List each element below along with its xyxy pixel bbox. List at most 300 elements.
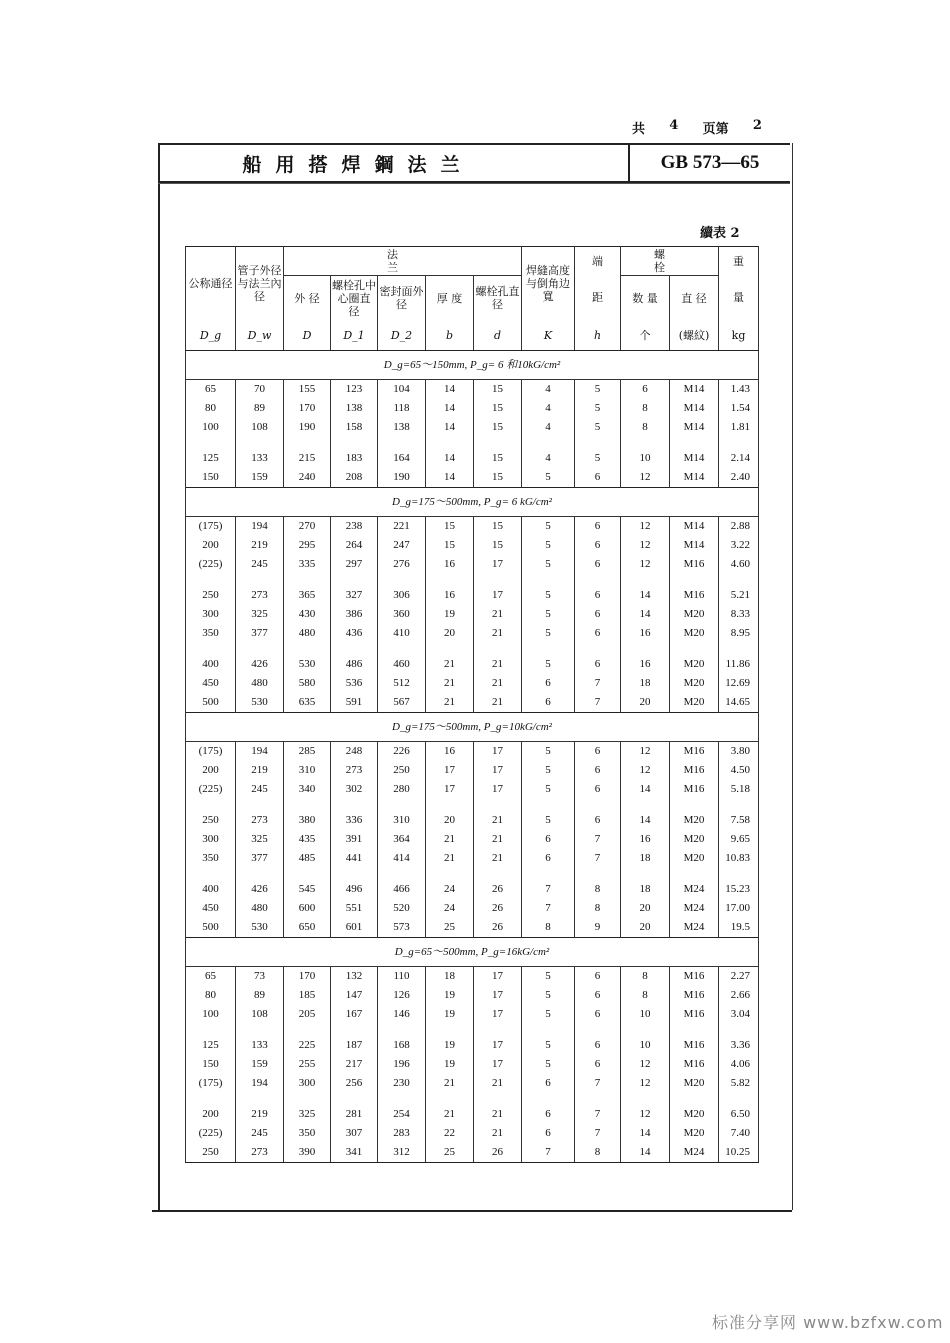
spacer-cell (186, 437, 236, 449)
table-cell: 20 (621, 693, 670, 713)
table-cell: 19 (426, 1005, 474, 1024)
table-cell: 15 (474, 418, 522, 437)
table-cell: 5 (575, 380, 621, 400)
table-cell: 460 (378, 655, 426, 674)
table-cell: 12 (621, 555, 670, 574)
spacer-cell (575, 437, 621, 449)
table-cell: 108 (236, 1005, 284, 1024)
table-cell: 138 (378, 418, 426, 437)
spacer-cell (236, 574, 284, 586)
table-cell: M20 (670, 830, 719, 849)
table-cell: 200 (186, 1105, 236, 1124)
table-cell: 2.40 (719, 468, 759, 488)
table-row (186, 899, 759, 918)
table-cell: 5 (522, 655, 575, 674)
table-cell: 5 (522, 555, 575, 574)
table-cell: 6 (575, 761, 621, 780)
col-group-bolt: 螺 栓 (621, 247, 719, 276)
table-cell: M14 (670, 418, 719, 437)
header-sub-rule (158, 183, 790, 184)
table-cell: 14.65 (719, 693, 759, 713)
page-total: 4 (669, 118, 679, 133)
table-cell: 16 (621, 624, 670, 643)
table-cell: 10 (621, 449, 670, 468)
table-cell: 6 (522, 1124, 575, 1143)
table-cell: 435 (284, 830, 331, 849)
spacer-cell (474, 1093, 522, 1105)
table-cell: 70 (236, 380, 284, 400)
table-cell: 5 (522, 1005, 575, 1024)
table-cell: 273 (331, 761, 378, 780)
table-cell: 159 (236, 468, 284, 488)
table-cell: 4 (522, 380, 575, 400)
table-cell: 118 (378, 399, 426, 418)
table-cell: 80 (186, 399, 236, 418)
table-cell: 6 (575, 624, 621, 643)
table-row (186, 605, 759, 624)
table-cell: 601 (331, 918, 378, 938)
table-row (186, 674, 759, 693)
table-row (186, 380, 759, 400)
table-row (186, 1055, 759, 1074)
table-cell: 21 (426, 830, 474, 849)
spacer-cell (670, 574, 719, 586)
symbol-cell: 个 (621, 320, 670, 351)
table-cell: 3.36 (719, 1036, 759, 1055)
table-cell: 5 (522, 605, 575, 624)
table-cell: M24 (670, 918, 719, 938)
spacer-cell (331, 437, 378, 449)
table-cell: 7 (575, 1105, 621, 1124)
col-bolt-diameter: 直 径 (670, 276, 719, 321)
table-cell: 17 (426, 761, 474, 780)
table-cell: 21 (426, 693, 474, 713)
table-cell: 5 (575, 418, 621, 437)
table-cell: 350 (186, 849, 236, 868)
table-cell: 6 (575, 586, 621, 605)
table-cell: 21 (474, 830, 522, 849)
spacer-cell (522, 1093, 575, 1105)
table-cell: 9.65 (719, 830, 759, 849)
table-cell: 5 (575, 399, 621, 418)
table-cell: 194 (236, 1074, 284, 1093)
table-cell: 26 (474, 1143, 522, 1163)
page-current: 2 (752, 118, 762, 133)
table-row (186, 1143, 759, 1163)
spacer-cell (426, 799, 474, 811)
table-cell: 377 (236, 624, 284, 643)
table-cell: M20 (670, 674, 719, 693)
table-cell: 426 (236, 880, 284, 899)
table-cell: 205 (284, 1005, 331, 1024)
spacer-cell (575, 1093, 621, 1105)
table-cell: 6 (522, 674, 575, 693)
table-row (186, 418, 759, 437)
table-cell: (225) (186, 780, 236, 799)
spacer-cell (236, 437, 284, 449)
table-cell: 170 (284, 399, 331, 418)
table-cell: 11.86 (719, 655, 759, 674)
table-cell: M16 (670, 780, 719, 799)
table-cell: 270 (284, 517, 331, 537)
table-cell: 16 (426, 586, 474, 605)
table-cell: 248 (331, 742, 378, 762)
table-cell: 12 (621, 536, 670, 555)
table-cell: M24 (670, 899, 719, 918)
table-cell: 100 (186, 418, 236, 437)
table-cell: 281 (331, 1105, 378, 1124)
table-cell: 7 (575, 693, 621, 713)
table-cell: 158 (331, 418, 378, 437)
table-cell: 5 (522, 624, 575, 643)
group-spacer (186, 1024, 759, 1036)
col-weight-top: 重 (719, 247, 759, 276)
table-cell: 16 (426, 555, 474, 574)
table-cell: M20 (670, 1074, 719, 1093)
table-cell: 10.83 (719, 849, 759, 868)
frame-bottom-rule (152, 1210, 792, 1212)
table-cell: 19 (426, 1036, 474, 1055)
table-cell: 17 (474, 1036, 522, 1055)
spacer-cell (575, 868, 621, 880)
table-row (186, 986, 759, 1005)
table-cell: 65 (186, 380, 236, 400)
table-cell: 208 (331, 468, 378, 488)
table-cell: 650 (284, 918, 331, 938)
table-cell: 190 (284, 418, 331, 437)
table-cell: 196 (378, 1055, 426, 1074)
spacer-cell (670, 799, 719, 811)
col-group-flange: 法 兰 (284, 247, 522, 276)
table-cell: 17 (474, 780, 522, 799)
table-cell: 6 (575, 742, 621, 762)
table-cell: 17.00 (719, 899, 759, 918)
table-cell: 80 (186, 986, 236, 1005)
table-cell: 3.22 (719, 536, 759, 555)
table-cell: 190 (378, 468, 426, 488)
table-cell: 297 (331, 555, 378, 574)
table-cell: M20 (670, 811, 719, 830)
spacer-cell (621, 643, 670, 655)
table-cell: 264 (331, 536, 378, 555)
col-bolt-quantity: 数 量 (621, 276, 670, 321)
table-cell: M16 (670, 742, 719, 762)
table-cell: 5 (522, 468, 575, 488)
table-cell: 480 (284, 624, 331, 643)
table-cell: 215 (284, 449, 331, 468)
table-cell: 15 (474, 399, 522, 418)
table-cell: 19 (426, 605, 474, 624)
spacer-cell (378, 868, 426, 880)
table-cell: 327 (331, 586, 378, 605)
table-cell: 6 (522, 849, 575, 868)
table-cell: 21 (426, 655, 474, 674)
spacer-cell (426, 643, 474, 655)
table-cell: 7 (575, 830, 621, 849)
table-cell: 89 (236, 399, 284, 418)
table-cell: 273 (236, 1143, 284, 1163)
table-cell: 7 (522, 1143, 575, 1163)
table-cell: 133 (236, 1036, 284, 1055)
table-cell: 4.60 (719, 555, 759, 574)
table-cell: 221 (378, 517, 426, 537)
spacer-cell (426, 437, 474, 449)
table-cell: M16 (670, 967, 719, 987)
spacer-cell (331, 1024, 378, 1036)
table-row (186, 811, 759, 830)
table-cell: 20 (621, 918, 670, 938)
spacer-cell (621, 799, 670, 811)
col-weight-bottom: 量 (719, 276, 759, 321)
table-cell: 89 (236, 986, 284, 1005)
table-cell: 16 (621, 830, 670, 849)
table-cell: 12 (621, 517, 670, 537)
spacer-cell (236, 1024, 284, 1036)
table-cell: M20 (670, 1124, 719, 1143)
table-cell: 123 (331, 380, 378, 400)
continued-table-label: 續表 2 (700, 226, 740, 241)
section-title: D_g=175～500mm, P_g= 6 kG/cm² (186, 488, 759, 517)
table-cell: M16 (670, 1055, 719, 1074)
table-cell: M14 (670, 517, 719, 537)
symbol-cell: b (426, 320, 474, 351)
table-row (186, 849, 759, 868)
spacer-cell (236, 1093, 284, 1105)
section-header-row (186, 351, 759, 380)
table-cell: 17 (474, 1055, 522, 1074)
table-cell: 5 (522, 986, 575, 1005)
spacer-cell (621, 574, 670, 586)
table-cell: 22 (426, 1124, 474, 1143)
table-cell: M16 (670, 761, 719, 780)
table-cell: 500 (186, 918, 236, 938)
table-cell: 5.82 (719, 1074, 759, 1093)
table-cell: M20 (670, 693, 719, 713)
spacer-cell (522, 868, 575, 880)
spacer-cell (621, 437, 670, 449)
col-outer-diameter: 外 径 (284, 276, 331, 321)
table-cell: 6 (575, 517, 621, 537)
col-pipe-od: 管子外径与法兰內径 (236, 247, 284, 321)
table-cell: M14 (670, 380, 719, 400)
table-cell: 17 (474, 761, 522, 780)
table-cell: M14 (670, 399, 719, 418)
spacer-cell (719, 643, 759, 655)
table-cell: 15 (474, 468, 522, 488)
spacer-cell (236, 643, 284, 655)
col-weld-height: 焊縫高度与倒角边寬 (522, 247, 575, 321)
table-cell: 8 (575, 880, 621, 899)
group-spacer (186, 868, 759, 880)
table-cell: (175) (186, 1074, 236, 1093)
table-row (186, 468, 759, 488)
standard-code: GB 573—65 (628, 145, 790, 181)
table-cell: 307 (331, 1124, 378, 1143)
spacer-cell (284, 437, 331, 449)
table-cell: 276 (378, 555, 426, 574)
table-cell: 17 (474, 742, 522, 762)
table-cell: 18 (621, 849, 670, 868)
table-cell: 7 (575, 674, 621, 693)
table-cell: 573 (378, 918, 426, 938)
table-cell: 426 (236, 655, 284, 674)
table-cell: 336 (331, 811, 378, 830)
table-cell: 219 (236, 761, 284, 780)
table-cell: 450 (186, 899, 236, 918)
table-cell: 360 (378, 605, 426, 624)
document-title: 船用搭焊鋼法兰 (242, 153, 474, 176)
table-cell: 21 (474, 849, 522, 868)
spacer-cell (621, 1024, 670, 1036)
table-cell: 73 (236, 967, 284, 987)
table-cell: 486 (331, 655, 378, 674)
table-cell: 4 (522, 449, 575, 468)
group-spacer (186, 643, 759, 655)
table-cell: 6 (575, 536, 621, 555)
table-cell: 530 (284, 655, 331, 674)
table-cell: 580 (284, 674, 331, 693)
table-cell: 365 (284, 586, 331, 605)
table-cell: 10.25 (719, 1143, 759, 1163)
flange-dimension-table (185, 246, 759, 1163)
table-cell: 12.69 (719, 674, 759, 693)
table-row (186, 1124, 759, 1143)
table-cell: 219 (236, 1105, 284, 1124)
table-cell: M16 (670, 1005, 719, 1024)
table-cell: 6 (575, 655, 621, 674)
table-row (186, 1005, 759, 1024)
table-cell: 380 (284, 811, 331, 830)
page-total-label: 共 (632, 122, 646, 137)
table-cell: 300 (186, 605, 236, 624)
table-cell: 254 (378, 1105, 426, 1124)
table-cell: 5 (522, 742, 575, 762)
spacer-cell (474, 799, 522, 811)
table-cell: 530 (236, 918, 284, 938)
spacer-cell (670, 868, 719, 880)
symbol-cell: d (474, 320, 522, 351)
spacer-cell (284, 868, 331, 880)
table-cell: M24 (670, 1143, 719, 1163)
page-current-label: 页第 (702, 122, 729, 137)
table-cell: (225) (186, 1124, 236, 1143)
table-cell: 17 (474, 986, 522, 1005)
table-cell: 536 (331, 674, 378, 693)
table-cell: 167 (331, 1005, 378, 1024)
table-cell: 551 (331, 899, 378, 918)
col-seal-face: 密封面外 径 (378, 276, 426, 321)
table-cell: 500 (186, 693, 236, 713)
table-cell: 1.81 (719, 418, 759, 437)
spacer-cell (331, 574, 378, 586)
table-cell: 6 (522, 693, 575, 713)
table-cell: 10 (621, 1005, 670, 1024)
table-cell: 14 (426, 468, 474, 488)
table-cell: 17 (426, 780, 474, 799)
table-cell: 4 (522, 399, 575, 418)
spacer-cell (186, 1093, 236, 1105)
table-cell: 24 (426, 899, 474, 918)
table-cell: 146 (378, 1005, 426, 1024)
table-cell: 8.33 (719, 605, 759, 624)
table-cell: 8 (575, 899, 621, 918)
table-cell: 7 (575, 1124, 621, 1143)
table-cell: 133 (236, 449, 284, 468)
table-row (186, 880, 759, 899)
table-row (186, 586, 759, 605)
spacer-cell (719, 799, 759, 811)
table-cell: 155 (284, 380, 331, 400)
table-cell: 325 (236, 605, 284, 624)
spacer-cell (284, 643, 331, 655)
table-cell: 8 (621, 399, 670, 418)
table-cell: 250 (186, 1143, 236, 1163)
table-cell: 245 (236, 555, 284, 574)
table-cell: 6 (575, 967, 621, 987)
section-header-row (186, 713, 759, 742)
table-cell: 17 (474, 586, 522, 605)
spacer-cell (522, 643, 575, 655)
col-nominal-diameter: 公称通径 (186, 247, 236, 321)
table-cell: 2.88 (719, 517, 759, 537)
table-cell: 18 (426, 967, 474, 987)
table-cell: M16 (670, 1036, 719, 1055)
table-cell: 26 (474, 880, 522, 899)
table-cell: 217 (331, 1055, 378, 1074)
spacer-cell (378, 437, 426, 449)
spacer-cell (331, 868, 378, 880)
table-row (186, 399, 759, 418)
group-spacer (186, 574, 759, 586)
table-cell: 14 (621, 1124, 670, 1143)
table-cell: (225) (186, 555, 236, 574)
table-cell: 104 (378, 380, 426, 400)
table-cell: 17 (474, 967, 522, 987)
table-cell: (175) (186, 742, 236, 762)
table-cell: 125 (186, 449, 236, 468)
table-cell: 8 (522, 918, 575, 938)
table-row (186, 555, 759, 574)
symbol-cell: D_1 (331, 320, 378, 351)
table-cell: 6 (575, 468, 621, 488)
table-cell: 5 (522, 1036, 575, 1055)
table-cell: 310 (284, 761, 331, 780)
table-row (186, 761, 759, 780)
table-cell: 230 (378, 1074, 426, 1093)
table-cell: 295 (284, 536, 331, 555)
table-cell: 21 (474, 693, 522, 713)
spacer-cell (378, 799, 426, 811)
spacer-cell (575, 574, 621, 586)
table-cell: 17 (474, 1005, 522, 1024)
symbol-cell: D_2 (378, 320, 426, 351)
col-thickness: 厚 度 (426, 276, 474, 321)
spacer-cell (426, 574, 474, 586)
table-cell: M16 (670, 555, 719, 574)
table-cell: 450 (186, 674, 236, 693)
table-cell: 185 (284, 986, 331, 1005)
table-cell: 108 (236, 418, 284, 437)
table-cell: 24 (426, 880, 474, 899)
spacer-cell (186, 799, 236, 811)
group-spacer (186, 1093, 759, 1105)
spacer-cell (426, 1093, 474, 1105)
table-cell: 400 (186, 655, 236, 674)
table-cell: 15 (426, 517, 474, 537)
table-cell: 164 (378, 449, 426, 468)
table-cell: 391 (331, 830, 378, 849)
table-cell: 17 (474, 555, 522, 574)
